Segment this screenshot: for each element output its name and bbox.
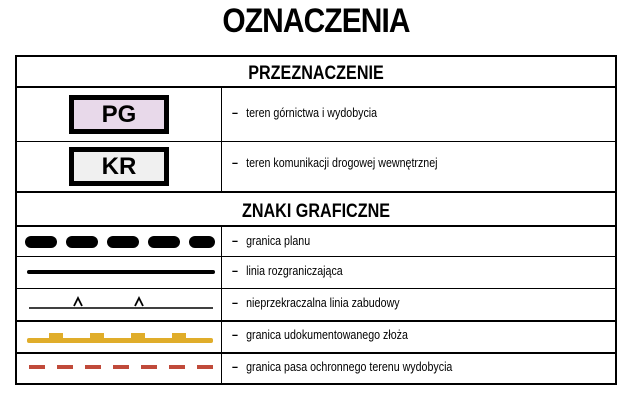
thick-dashed-line-symbol xyxy=(25,231,215,253)
dash-glyph: – xyxy=(232,327,238,342)
zone-description-kr xyxy=(232,155,438,170)
symbol-description-granica-planu xyxy=(232,233,310,248)
deposit-boundary-symbol xyxy=(25,325,215,347)
zone-code-box-kr xyxy=(69,147,169,186)
divider xyxy=(17,256,615,257)
zone-code-kr: KR xyxy=(101,152,137,180)
divider xyxy=(17,352,615,354)
description-text: granica planu xyxy=(246,233,311,248)
legend-title: OZNACZENIA xyxy=(222,2,410,40)
divider xyxy=(17,141,615,142)
dash-glyph: – xyxy=(232,263,238,278)
divider xyxy=(17,288,615,289)
building-line-symbol xyxy=(25,292,215,314)
description-text: granica pasa ochronnego terenu wydobycia xyxy=(246,359,453,374)
description-text: granica udokumentowanego złoża xyxy=(246,327,408,342)
column-divider xyxy=(221,88,222,191)
zone-description-pg xyxy=(232,105,377,120)
symbol-description-linia-rozgraniczajaca xyxy=(232,263,343,278)
dash-glyph: – xyxy=(232,295,238,310)
divider xyxy=(17,225,615,227)
section-heading-przeznaczenie: PRZEZNACZENIE xyxy=(248,63,384,84)
legend-table xyxy=(15,55,617,385)
divider xyxy=(17,320,615,322)
solid-line-symbol xyxy=(25,262,215,282)
description-text: teren komunikacji drogowej wewnętrznej xyxy=(246,155,438,170)
description-text: nieprzekraczalna linia zabudowy xyxy=(246,295,400,310)
symbol-description-granica-zloza xyxy=(232,327,408,342)
zone-code-box-pg xyxy=(69,95,169,134)
dash-glyph: – xyxy=(232,105,238,120)
zone-code-pg: PG xyxy=(101,100,137,128)
dash-glyph: – xyxy=(232,155,238,170)
section-heading-znaki: ZNAKI GRAFICZNE xyxy=(241,201,391,222)
dash-glyph: – xyxy=(232,233,238,248)
symbol-description-pas-ochronny xyxy=(232,359,452,374)
column-divider xyxy=(221,227,222,383)
divider xyxy=(17,86,615,88)
symbol-description-linia-zabudowy xyxy=(232,295,400,310)
divider xyxy=(17,191,615,193)
dash-glyph: – xyxy=(232,359,238,374)
description-text: linia rozgraniczająca xyxy=(246,263,343,278)
description-text: teren górnictwa i wydobycia xyxy=(246,105,378,120)
protective-zone-boundary-symbol xyxy=(25,359,215,375)
